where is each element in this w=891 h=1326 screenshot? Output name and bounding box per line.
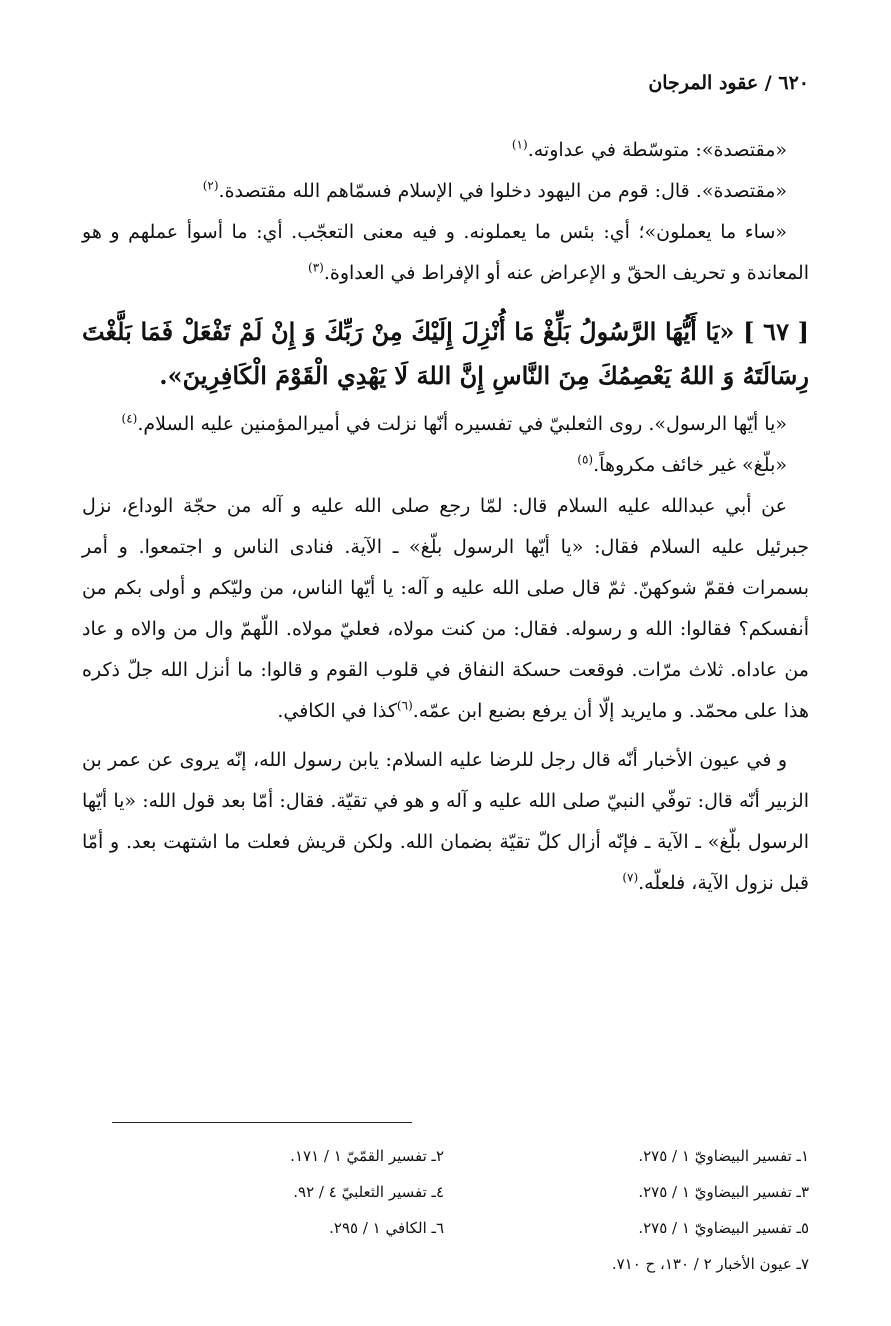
hadith-paragraph: و في عيون الأخبار أنّه قال رجل للرضا عليه السلام: يابن رسول الله، إنّه يروى عن عمر بن الزبير أنّه قال: توفّي النبيّ صلى الله عليه و آله و هو في تقيّة. فقال: أمّا بعد قول الله: «يا أيّها الرسول بلّغ» ـ الآية ـ فإنّه أزال كلّ تقيّة بضمان الله. ولكن قريش فعلت ما اشتهت بعد. و أمّا قبل نزول الآية، فلعلّه.$^{(٧)}$ — [82, 749, 809, 894]
gloss-paragraph: «مقتصدة»: متوسّطة في عداوته.$^{(١)}$ — [511, 137, 787, 161]
commentary-paragraph: «بلّغ» غير خائف مكروهاً.$^{(٥)}$ — [577, 452, 787, 476]
footnote-divider — [112, 1122, 412, 1123]
footnote: ٦ـ الكافي ١ / ٢٩٥. — [329, 1219, 444, 1237]
footnote-ref: (٧) — [622, 870, 639, 885]
gloss-paragraph: «مقتصدة». قال: قوم من اليهود دخلوا في الإسلام فسمّاهم الله مقتصدة.$^{(٢)}$ — [202, 178, 787, 202]
page-number: ٦٢٠ — [778, 72, 809, 94]
footnote-ref: (١) — [511, 137, 528, 152]
footnote: ١ـ تفسير البيضاويّ ١ / ٢٧٥. — [638, 1147, 809, 1165]
book-title: عقود المرجان — [648, 72, 759, 94]
footnote: ٣ـ تفسير البيضاويّ ١ / ٢٧٥. — [638, 1183, 809, 1201]
running-header — [648, 72, 809, 94]
hadith-paragraph: عن أبي عبدالله عليه السلام قال: لمّا رجع صلى الله عليه و آله من حجّة الوداع، نزل جبرئيل عليه السلام فقال: «يا أيّها الرسول بلّغ» ـ الآية. فنادى الناس و اجتمعوا. و أمر بسمرات فقمّ شوكهنّ. ثمّ قال صلى الله عليه و آله: يا أيّها الناس، من وليّكم و أولى بكم من أنفسكم؟ فقالوا: الله و رسوله. فقال: من كنت مولاه، فعليّ مولاه. اللّهمّ وال من والاه و عاد من عاداه. ثلاث مرّات. فوقعت حسكة النفاق في قلوب القوم و قالوا: ما أنزل الله جلّ ذكره هذا على محمّد. و مايريد إلّا أن يرفع بضبع ابن عمّه.$^{(٦)}$كذا في الكافي. — [82, 495, 809, 722]
footnote-ref: (٣) — [308, 260, 324, 275]
quran-verse: [ ٦٧ ] «يَا أَيُّهَا الرَّسُولُ بَلِّغْ مَا أُنْزِلَ إِلَيْكَ مِنْ رَبِّكَ وَ إِنْ لَمْ تَفْعَلْ فَمَا بَلَّغْتَ رِسَالَتَهُ وَ اللهُ يَعْصِمُكَ مِنَ النَّاسِ إِنَّ اللهَ لَا يَهْدِي الْقَوْمَ الْكَافِرِينَ». — [82, 317, 810, 390]
footnotes — [79, 1138, 809, 1282]
footnote-ref: (٢) — [202, 178, 219, 193]
main-text — [82, 130, 809, 904]
footnote: ٧ـ عيون الأخبار ٢ / ١٣٠، ح ٧١٠. — [611, 1255, 809, 1273]
footnote: ٥ـ تفسير البيضاويّ ١ / ٢٧٥. — [638, 1219, 809, 1237]
gloss-paragraph: «ساء ما يعملون»؛ أي: بئس ما يعملونه. و فيه معنى التعجّب. أي: ما أسوأ عملهم و هو المعاندة و تحريف الحقّ و الإعراض عنه أو الإفراط في العداوة.$^{(٣)}$ — [82, 221, 809, 284]
footnote-ref: (٤) — [121, 411, 138, 426]
footnote-ref: (٦) — [396, 698, 413, 713]
commentary-paragraph: «يا أيّها الرسول». روى الثعلبيّ في تفسيره أنّها نزلت في أميرالمؤمنين عليه السلام.$^{(٤)}$ — [121, 411, 787, 435]
header-separator: / — [758, 72, 772, 94]
footnote: ٢ـ تفسير القمّيّ ١ / ١٧١. — [290, 1147, 444, 1165]
footnote-ref: (٥) — [577, 452, 594, 467]
footnote: ٤ـ تفسير الثعلبيّ ٤ / ٩٢. — [293, 1183, 444, 1201]
